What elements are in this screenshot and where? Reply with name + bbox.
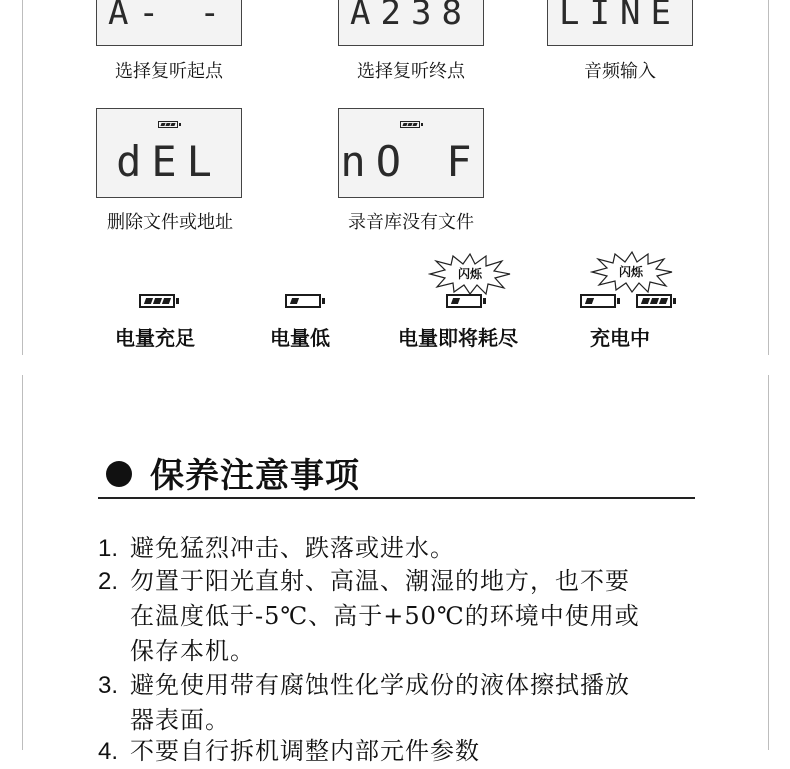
flash-text: 闪烁 xyxy=(458,267,483,281)
right-border-top xyxy=(768,0,769,355)
lcd-screen-text: LINE xyxy=(559,0,681,33)
item-number: 4. xyxy=(98,738,119,765)
lcd-display-line-in xyxy=(547,0,693,46)
lcd-caption: 选择复听起点 xyxy=(115,61,223,82)
left-border-top xyxy=(22,0,23,355)
mini-battery-icon xyxy=(158,121,178,128)
item-line: 不要自行拆机调整内部元件参数 xyxy=(130,737,480,765)
lcd-screen-text: dEL xyxy=(116,137,222,186)
item-line: 避免猛烈冲击、跌落或进水。 xyxy=(130,534,455,562)
right-border-bottom xyxy=(768,375,769,750)
item-line: 避免使用带有腐蚀性化学成份的液体擦拭播放 xyxy=(130,671,630,699)
lcd-caption: 音频输入 xyxy=(584,61,656,82)
battery-low-icon xyxy=(285,294,321,308)
battery-state-label: 电量即将耗尽 xyxy=(398,326,518,350)
battery-empty-icon xyxy=(446,294,482,308)
maintenance-item-4 xyxy=(98,734,718,769)
lcd-caption: 选择复听终点 xyxy=(357,61,465,82)
battery-state-label: 充电中 xyxy=(590,326,650,350)
mini-battery-icon xyxy=(400,121,420,128)
item-number: 2. xyxy=(98,568,119,595)
title-underline xyxy=(98,497,695,499)
section-title: 保养注意事项 xyxy=(150,456,360,496)
battery-state-label: 电量低 xyxy=(270,326,330,350)
item-line: 在温度低于-5℃、高于+50℃的环境中使用或 xyxy=(130,602,640,630)
lcd-screen-text: A- - xyxy=(108,0,230,33)
item-number: 3. xyxy=(98,672,119,699)
item-line: 器表面。 xyxy=(130,706,230,734)
item-line: 勿置于阳光直射、高温、潮湿的地方，也不要 xyxy=(130,567,630,595)
lcd-display-repeat-start xyxy=(96,0,242,46)
battery-charging-end-icon xyxy=(636,294,672,308)
item-line: 保存本机。 xyxy=(130,637,255,665)
battery-state-label: 电量充足 xyxy=(115,326,195,350)
lcd-caption: 录音库没有文件 xyxy=(348,212,474,233)
maintenance-item-3 xyxy=(98,668,718,738)
lcd-screen-text: nO F xyxy=(340,137,482,186)
maintenance-item-2 xyxy=(98,564,718,669)
flash-text: 闪烁 xyxy=(619,265,644,279)
lcd-display-no-file xyxy=(338,108,484,198)
item-number: 1. xyxy=(98,535,119,562)
battery-full-icon xyxy=(139,294,175,308)
lcd-display-delete xyxy=(96,108,242,198)
section-bullet-icon xyxy=(106,461,132,487)
battery-charging-start-icon xyxy=(580,294,616,308)
left-border-bottom xyxy=(22,375,23,750)
maintenance-item-1 xyxy=(98,531,718,566)
lcd-caption: 删除文件或地址 xyxy=(107,212,233,233)
lcd-display-repeat-end xyxy=(338,0,484,46)
lcd-screen-text: A238 xyxy=(350,0,472,33)
